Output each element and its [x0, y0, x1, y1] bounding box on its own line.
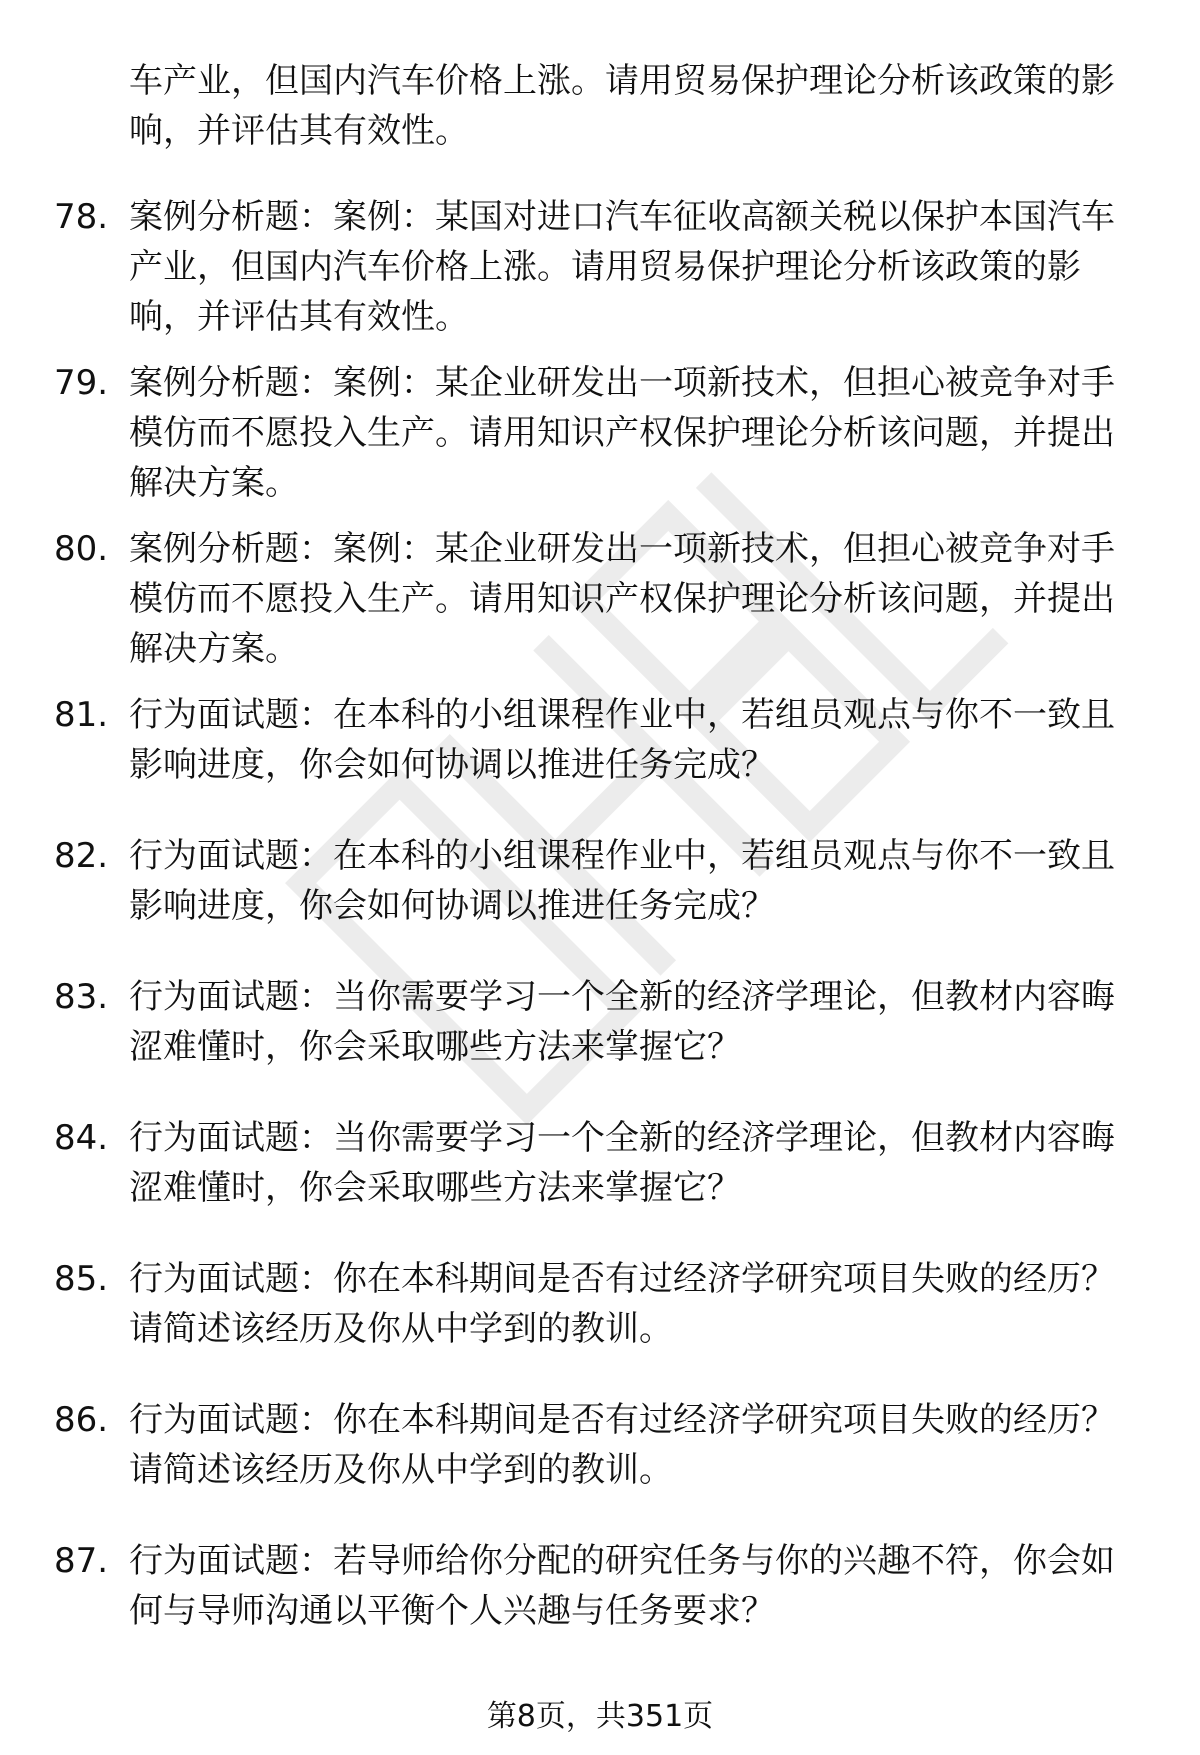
continued-question-text: 车产业，但国内汽车价格上涨。请用贸易保护理论分析该政策的影响，并评估其有效性。: [129, 61, 1115, 151]
question-number: 86.: [54, 1400, 109, 1440]
question-text: 行为面试题：在本科的小组课程作业中，若组员观点与你不一致且影响进度，你会如何协调以推进任务完成？: [129, 695, 1115, 785]
question-number: 83.: [54, 977, 109, 1017]
question-item: [0, 690, 1200, 831]
question-item: [0, 524, 1200, 690]
question-item: [0, 1113, 1200, 1254]
question-text: 行为面试题：当你需要学习一个全新的经济学理论，但教材内容晦涩难懂时，你会采取哪些方法来掌握它？: [129, 1118, 1115, 1208]
question-number: 87.: [54, 1541, 109, 1581]
question-text: 行为面试题：你在本科期间是否有过经济学研究项目失败的经历？请简述该经历及你从中学到的教训。: [129, 1259, 1115, 1349]
question-number: 85.: [54, 1259, 109, 1299]
question-text: 行为面试题：在本科的小组课程作业中，若组员观点与你不一致且影响进度，你会如何协调以推进任务完成？: [129, 836, 1115, 926]
question-text: 行为面试题：若导师给你分配的研究任务与你的兴趣不符，你会如何与导师沟通以平衡个人兴趣与任务要求？: [129, 1541, 1115, 1631]
question-item: [0, 192, 1200, 358]
question-number: 81.: [54, 695, 109, 735]
question-item: [0, 1536, 1200, 1677]
question-item: [0, 831, 1200, 972]
question-number: 84.: [54, 1118, 109, 1158]
question-item: [0, 1395, 1200, 1536]
page-number-footer: 第8页，共351页: [486, 1699, 714, 1734]
question-number: 79.: [54, 363, 109, 403]
question-list: [0, 192, 1200, 1677]
question-number: 80.: [54, 529, 109, 569]
question-number: 78.: [54, 197, 109, 237]
question-item: [0, 358, 1200, 524]
question-number: 82.: [54, 836, 109, 876]
question-text: 行为面试题：当你需要学习一个全新的经济学理论，但教材内容晦涩难懂时，你会采取哪些方法来掌握它？: [129, 977, 1115, 1067]
question-text: 案例分析题：案例：某企业研发出一项新技术，但担心被竞争对手模仿而不愿投入生产。请用知识产权保护理论分析该问题，并提出解决方案。: [129, 363, 1115, 503]
question-text: 案例分析题：案例：某国对进口汽车征收高额关税以保护本国汽车产业，但国内汽车价格上涨。请用贸易保护理论分析该政策的影响，并评估其有效性。: [129, 197, 1115, 337]
question-text: 行为面试题：你在本科期间是否有过经济学研究项目失败的经历？请简述该经历及你从中学到的教训。: [129, 1400, 1115, 1490]
question-item: [0, 1254, 1200, 1395]
question-text: 案例分析题：案例：某企业研发出一项新技术，但担心被竞争对手模仿而不愿投入生产。请用知识产权保护理论分析该问题，并提出解决方案。: [129, 529, 1115, 669]
question-item: [0, 972, 1200, 1113]
